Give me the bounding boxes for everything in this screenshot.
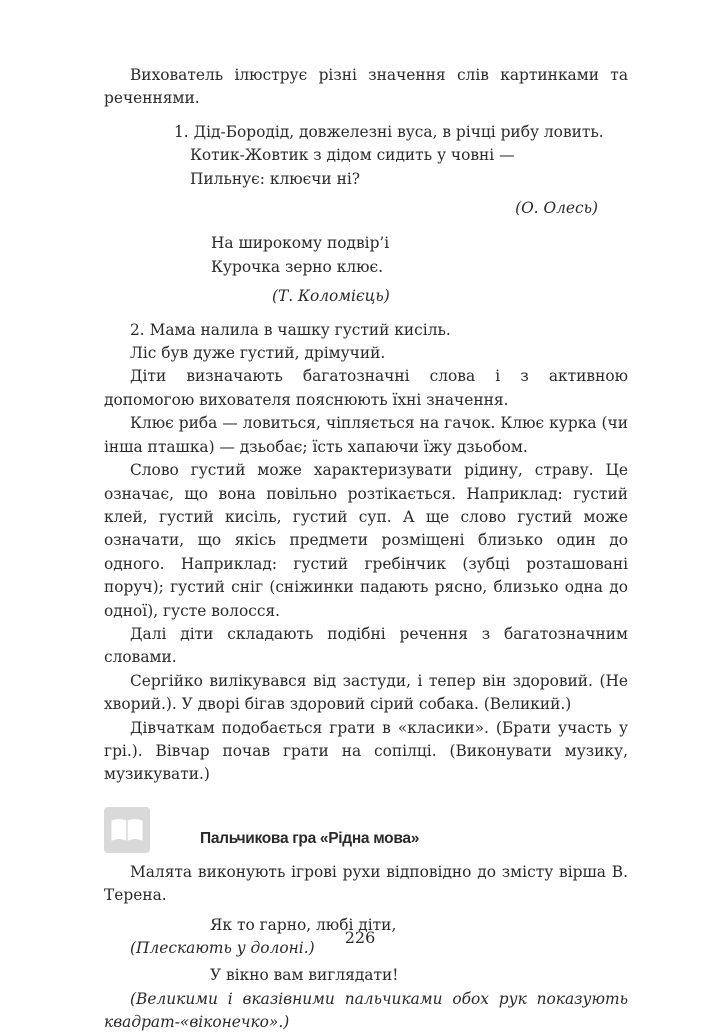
page-number: 226 (344, 928, 376, 947)
poem-oles (174, 121, 628, 191)
open-book-icon (104, 807, 150, 853)
poem-line: Курочка зерно клює. (211, 257, 384, 276)
poem-line: Пильнує: клюєчи ні? (190, 169, 361, 188)
body-paragraph: Далі діти складають подібні речення з багатозначним словами. (104, 624, 628, 667)
poem-source: (О. Олесь) (515, 199, 598, 218)
body-paragraph: Сергійко вилікувався від застуди, і тепер він здоровий. (Не хворий.). У дворі бігав здоровий сірий собака. (Великий.) (104, 671, 628, 714)
game-header (104, 805, 628, 861)
example-line: Ліс був дуже густий, дрімучий. (130, 344, 386, 363)
game-title: Пальчикова гра «Рідна мова» (200, 829, 420, 847)
body-paragraph: Слово густий може характеризувати рідину, страву. Це означає, що вона повільно розтікається. Наприклад: густий клей, густий кисіль, густий суп. А ще слово густий може означати, що якісь предмети розміщені близько один до одного. Наприклад: густий гребінчик (зубці розташовані поруч); густий сніг (сніжинки падають рясно, близько одна до одної), густе волосся. (104, 461, 628, 620)
verse-line: Як то гарно, любі діти, (210, 915, 397, 934)
intro-paragraph: Вихователь ілюструє різні значення слів картинками та реченнями. (104, 66, 628, 108)
poem-line: Котик-Жовтик з дідом сидить у човні — (190, 146, 515, 165)
action-note: (Плескають у долоні.) (130, 939, 315, 957)
body-paragraph: Діти визначають багатозначні слова і з активною допомогою вихователя пояснюють їхні значення. (104, 367, 628, 409)
action-note: (Великими і вказівними пальчиками обох рук показують квадрат-«віконечко».) (104, 989, 628, 1032)
poem-line: На широкому подвір’і (211, 234, 390, 253)
verse-line: У вікно вам виглядати! (210, 966, 399, 985)
poem-kolomiets (211, 232, 628, 279)
page-content (104, 64, 628, 1035)
body-paragraph: Клює риба — ловиться, чіпляється на гачок. Клює курка (чи інша пташка) — дзьобає; їсть хапаючи їжу дзьобом. (104, 414, 628, 456)
example-line: 2. Мама налила в чашку густий кисіль. (130, 320, 451, 339)
poem-line: 1. Дід-Бородід, довжелезні вуса, в річці рибу ловить. (174, 122, 604, 141)
poem-source: (Т. Коломієць) (272, 287, 390, 306)
body-paragraph: Дівчаткам подобається грати в «класики». (Брати участь у грі.). Вівчар почав грати на сопілці. (Виконувати музику, музикувати.) (104, 718, 628, 784)
game-intro: Малята виконують ігрові рухи відповідно до змісту вірша В. Терена. (104, 862, 628, 905)
